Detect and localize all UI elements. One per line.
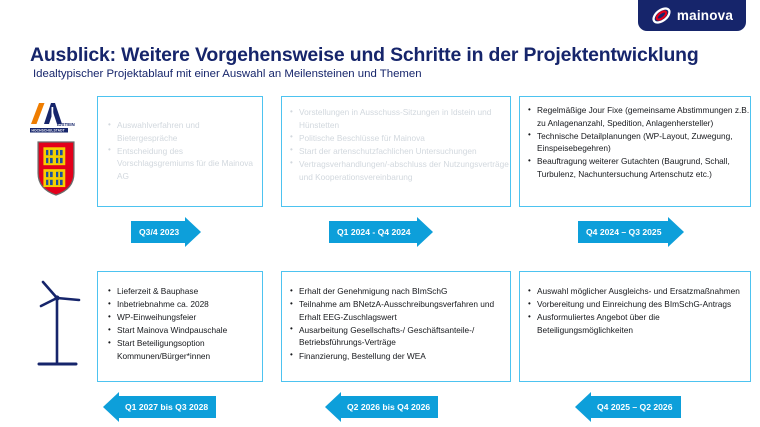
list-item: • WP-Einweihungsfeier <box>108 311 262 324</box>
phase-box-q2-q4-2026 <box>281 271 511 382</box>
phase-box-q1-q4-2024 <box>281 96 511 207</box>
list-item: • Ausformuliertes Angebot über die Beteiligungsmöglichkeiten <box>528 311 750 336</box>
arrow-body <box>329 221 417 243</box>
arrow-head-right-icon <box>185 217 201 247</box>
timeline-arrow-q2-q4-2026 <box>325 396 438 418</box>
list-item: • Ausarbeitung Gesellschafts-/ Geschäftsanteile-/ Betriebsführungs-Verträge <box>290 324 510 349</box>
list-item: • Erhalt der Genehmigung nach BImSchG <box>290 285 510 298</box>
list-item: • Beauftragung weiterer Gutachten (Baugrund, Schall, Turbulenz, Nachuntersuchung Artenschutz etc.) <box>528 155 750 180</box>
arrow-label: Q1 2027 bis Q3 2028 <box>125 401 209 412</box>
arrow-label: Q4 2025 – Q2 2026 <box>597 401 673 412</box>
list-item: • Start der artenschutzfachlichen Untersuchungen <box>290 145 510 158</box>
list-item: • Start Beteiligungsoption Kommunen/Bürger*innen <box>108 337 262 362</box>
arrow-body <box>578 221 668 243</box>
arrow-label: Q2 2026 bis Q4 2026 <box>347 401 431 412</box>
list-item: • Auswahlverfahren und Bietergespräche <box>108 119 262 144</box>
list-item: • Teilnahme am BNetzA-Ausschreibungsverfahren und Erhalt EEG-Zuschlagswert <box>290 298 510 323</box>
mainova-wordmark: mainova <box>676 7 734 23</box>
arrow-head-left-icon <box>103 392 119 422</box>
arrow-head-right-icon <box>668 217 684 247</box>
phase-box-q4-2024-q3-2025 <box>519 96 751 207</box>
phase-item-list <box>108 119 262 183</box>
list-item: • Start Mainova Windpauschale <box>108 324 262 337</box>
list-item: • Entscheidung des Vorschlagsgremiums für die Mainova AG <box>108 145 262 183</box>
list-item: • Regelmäßige Jour Fixe (gemeinsame Abstimmungen z.B. zu Anlagenanzahl, Spedition, Anlagenhersteller) <box>528 104 750 129</box>
huenstetten-coat-of-arms <box>36 140 76 197</box>
list-item: • Finanzierung, Bestellung der WEA <box>290 350 510 363</box>
arrow-body <box>131 221 185 243</box>
list-item: • Vorbereitung und Einreichung des BImSchG-Antrags <box>528 298 750 311</box>
mainova-swoosh-icon <box>651 5 672 26</box>
idstein-town-logo <box>29 100 83 136</box>
phase-box-q4-2025-q2-2026 <box>519 271 751 382</box>
phase-item-list <box>108 285 262 363</box>
wind-turbine-icon <box>30 276 88 376</box>
page-subtitle: Idealtypischer Projektablauf mit einer Auswahl an Meilensteinen und Themen <box>33 68 422 80</box>
arrow-body <box>591 396 681 418</box>
phase-item-list <box>528 104 750 181</box>
arrow-label: Q3/4 2023 <box>139 226 180 237</box>
arrow-head-left-icon <box>575 392 591 422</box>
mainova-logo-badge <box>638 0 746 31</box>
svg-text:IDSTEIN: IDSTEIN <box>57 122 75 127</box>
arrow-head-left-icon <box>325 392 341 422</box>
timeline-arrow-q1-q4-2024 <box>329 221 433 243</box>
arrow-head-right-icon <box>417 217 433 247</box>
page-title: Ausblick: Weitere Vorgehensweise und Schritte in der Projektentwicklung <box>30 44 699 66</box>
arrow-body <box>341 396 438 418</box>
timeline-arrow-q4-2025-q2-2026 <box>575 396 681 418</box>
arrow-body <box>119 396 216 418</box>
timeline-arrow-q1-2027-q3-2028 <box>103 396 216 418</box>
arrow-label: Q1 2024 - Q4 2024 <box>337 226 411 237</box>
list-item: • Politische Beschlüsse für Mainova <box>290 132 510 145</box>
phase-item-list <box>290 285 510 362</box>
list-item: • Inbetriebnahme ca. 2028 <box>108 298 262 311</box>
phase-item-list <box>290 106 510 183</box>
list-item: • Technische Detailplanungen (WP-Layout, Zuwegung, Einspeisebegehren) <box>528 130 750 155</box>
list-item: • Lieferzeit & Bauphase <box>108 285 262 298</box>
phase-item-list <box>528 285 750 336</box>
timeline-arrow-q4-2024-q3-2025 <box>578 221 684 243</box>
timeline-arrow-q3-q4-2023 <box>131 221 201 243</box>
list-item: • Vorstellungen in Ausschuss-Sitzungen in Idstein und Hünstetten <box>290 106 510 131</box>
phase-box-q3-q4-2023 <box>97 96 263 207</box>
list-item: • Vertragsverhandlungen/-abschluss der Nutzungsverträge und Kooperationsvereinbarung <box>290 158 510 183</box>
phase-box-q1-2027-q3-2028 <box>97 271 263 382</box>
arrow-label: Q4 2024 – Q3 2025 <box>586 226 662 237</box>
svg-text:HOCHSCHULSTADT: HOCHSCHULSTADT <box>31 128 65 133</box>
list-item: • Auswahl möglicher Ausgleichs- und Ersatzmaßnahmen <box>528 285 750 298</box>
